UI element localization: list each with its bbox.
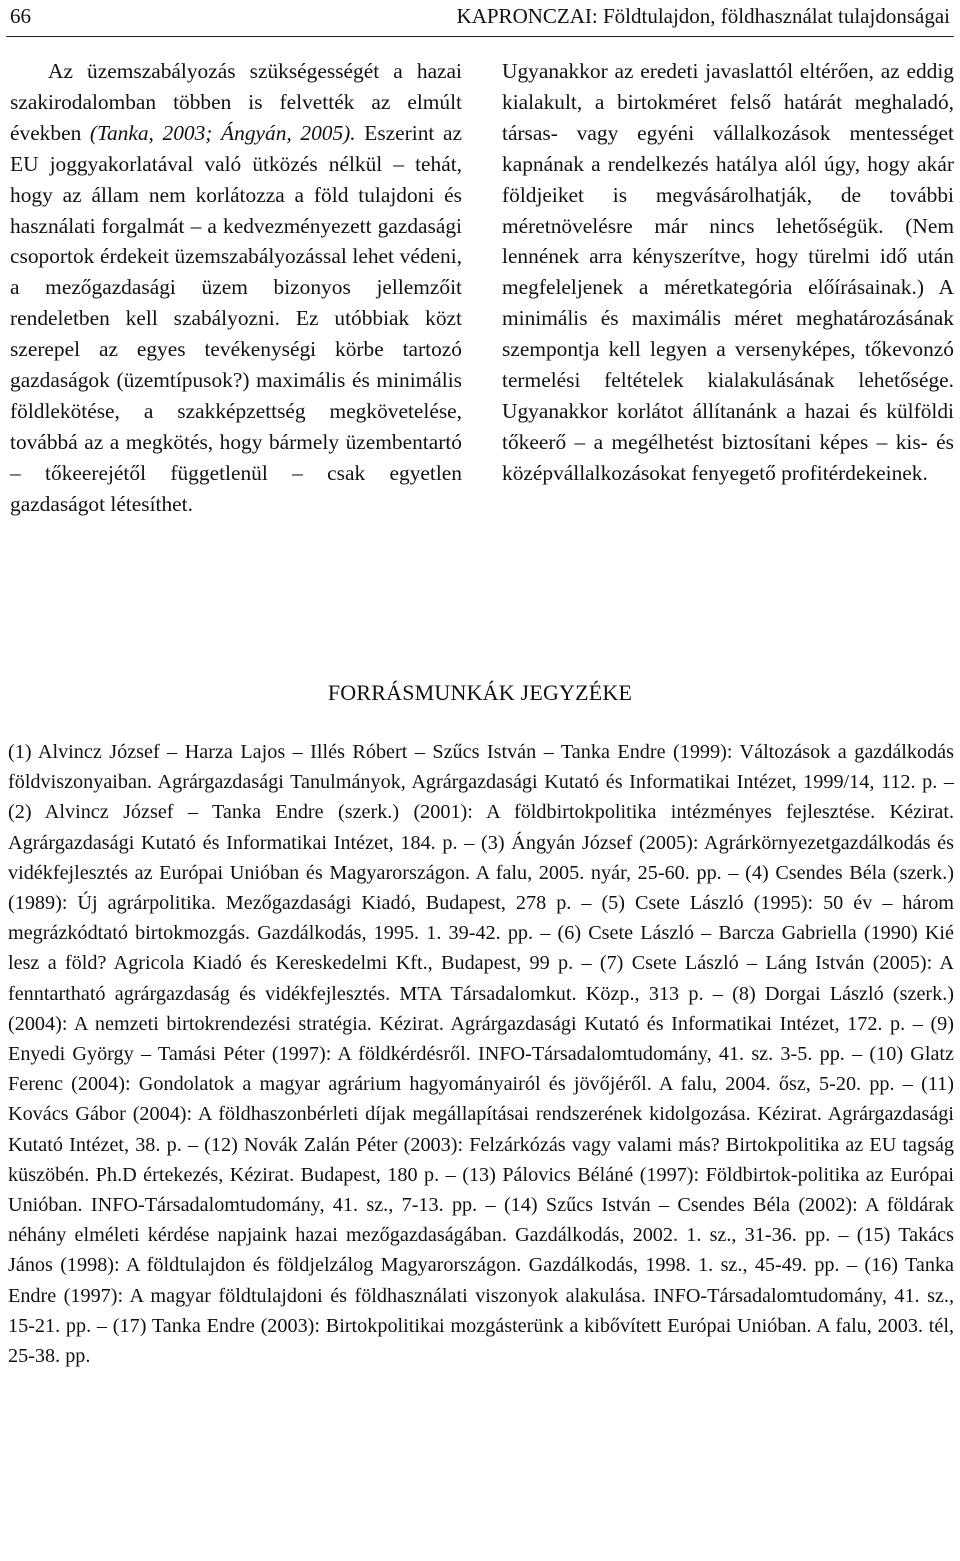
reference-separator: – bbox=[533, 922, 558, 945]
reference-separator: – bbox=[703, 982, 733, 1005]
running-header bbox=[6, 2, 954, 37]
reference-separator: – bbox=[477, 1194, 504, 1217]
left-column-paragraph bbox=[10, 56, 462, 520]
reference-separator: – bbox=[439, 1163, 463, 1186]
reference-item: (12) Novák Zalán Péter (2003): Felzárkózás vagy valami más? Birtokpolitika az EU tagság küszöbén. Ph.D értekezés, Kézirat. Budapest, 180 p. bbox=[8, 1133, 955, 1186]
reference-separator: – bbox=[571, 892, 602, 915]
left-column bbox=[10, 56, 462, 520]
reference-item: (6) Csete László – Barcza Gabriella (1990) Kié lesz a föld? Agricola Kiadó és Kereskedelmi Kft., Budapest, 99 p. bbox=[8, 922, 954, 975]
reference-item: (4) Csendes Béla (szerk.) (1989): Új agrárpolitika. Mezőgazdasági Kiadó, Budapest, 278 p. bbox=[8, 861, 954, 915]
reference-item: (9) Enyedi György – Tamási Péter (1997): A földkérdésről. INFO-Társadalomtudomány, 41. sz. 3-5. pp. bbox=[8, 1012, 954, 1066]
left-column-text-start: Az üzemszabályozás szükségességét a hazai szakirodalomban többen is felvették az elmúlt években bbox=[10, 59, 462, 145]
reference-item: (2) Alvincz József – Tanka Endre (szerk.) (2001): A földbirtokpolitika intézményes fejlesztése. Kézirat. Agrárgazdasági Kutató és Informatikai Intézet, 184. p. bbox=[8, 801, 954, 854]
reference-item: (1) Alvincz József – Harza Lajos – Illés Róbert – Szűcs István – Tanka Endre (1999): Változások a gazdálkodás földviszonyaiban. Agrárgazdasági Tanulmányok, Agrárgazdasági Kutató és Informatikai Intézet, 1999/14, 112. p. bbox=[8, 741, 954, 794]
reference-separator: – bbox=[181, 1133, 205, 1156]
running-title: KAPRONCZAI: Földtulajdon, földhasználat tulajdonságai bbox=[456, 4, 950, 28]
page-number: 66 bbox=[10, 4, 31, 28]
reference-item: (3) Ángyán József (2005): Agrárkörnyezetgazdálkodás és vidékfejlesztés az Európai Unióban és Magyarországon. A falu, 2005. nyár, 25-60. pp. bbox=[8, 831, 954, 884]
left-column-text-rest: Eszerint az EU joggyakorlatával való ütközés nélkül – tehát, hogy az állam nem korlátozza a föld tulajdoni és használati forgalmát – a kedvezményezett gazdasági csoportok érdekeit üzemszabályozással lehet védeni, a mezőgazdasági üzem bizonyos jellemzőit rendeletben kell szabályozni. Ez utóbbiak közt szerepel az egyes tevékenységi körbe tartozó gazdaságok (üzemtípusok?) maximális és minimális földlekötése, a szakképzettség megkövetelése, továbbá az a megkötés, hogy bármely üzembentartó – tőkeerejétől függetlenül – csak egyetlen gazdaságot létesíthet. bbox=[10, 120, 462, 516]
right-column bbox=[502, 56, 954, 489]
reference-separator: – bbox=[894, 1073, 922, 1096]
reference-separator: – bbox=[844, 1043, 870, 1066]
reference-separator: – bbox=[905, 1012, 931, 1035]
reference-separator: – bbox=[839, 1254, 865, 1277]
reference-item: (8) Dorgai László (szerk.) (2004): A nemzeti birtokrendezési stratégia. Kézirat. Agrárgazdasági Kutató és Informatikai Intézet, 172. p. bbox=[8, 982, 954, 1035]
reference-separator: – bbox=[457, 831, 482, 854]
reference-item: (5) Csete László (1995): 50 év – három megrázkódtató birtokmozgás. Gazdálkodás, 1995. 1. 39-42. pp. bbox=[8, 892, 954, 945]
reference-item: (17) Tanka Endre (2003): Birtokpolitikai mozgásterünk a kibővített Európai Unióban. A falu, 2003. tél, 25-38. pp. bbox=[8, 1314, 954, 1368]
reference-separator: – bbox=[721, 861, 746, 884]
reference-separator: – bbox=[830, 1224, 857, 1247]
references-paragraph bbox=[8, 737, 954, 1371]
document-page bbox=[6, 0, 954, 1561]
reference-item: (15) Takács János (1998): A földtulajdon és földjelzálog Magyarországon. Gazdálkodás, 1998. 1. sz., 45-49. pp. bbox=[8, 1224, 954, 1277]
references-title: FORRÁSMUNKÁK JEGYZÉKE bbox=[327, 680, 633, 705]
reference-item: (14) Szűcs István – Csendes Béla (2002): A földárak néhány elméleti kérdése napjaink hazai mezőgazdaságában. Gazdálkodás, 2002. 1. sz., 31-36. pp. bbox=[8, 1194, 955, 1247]
inline-citation: (Tanka, 2003; Ángyán, 2005). bbox=[89, 120, 356, 145]
reference-item: (11) Kovács Gábor (2004): A földhaszonbérleti díjak megállapításai rendszerének kidolgozása. Kézirat. Agrárgazdasági Kutató Intézet, 38. p. bbox=[8, 1073, 954, 1156]
reference-separator: – bbox=[937, 771, 954, 794]
reference-item: (16) Tanka Endre (1997): A magyar földtulajdoni és földhasználati viszonyok alakulása. INFO-Társadalomtudomány, 41. sz., 15-21. pp. bbox=[8, 1254, 955, 1337]
reference-separator: – bbox=[573, 952, 600, 975]
reference-item: (13) Pálovics Béláné (1997): Földbirtok-politika az Európai Unióban. INFO-Társadalomtudomány, 41. sz., 7-13. pp. bbox=[8, 1163, 955, 1217]
reference-item: (10) Glatz Ferenc (2004): Gondolatok a magyar agrárium hagyományairól és jövőjéről. A falu, 2004. ősz, 5-20. pp. bbox=[8, 1043, 954, 1096]
right-column-paragraph: Ugyanakkor az eredeti javaslattól eltérően, az eddig kialakult, a birtokméret felső határát meghaladó, társas- vagy egyéni vállalkozások mentességet kapnának a rendelkezés hatálya alól úgy, hogy akár földjeiket is megvásárolhatják, de további méretnövelésre már nincs lehetőségük. (Nem lennének arra kényszerítve, hogy türelmi idő után megfeleljenek a méretkategória előírásainak.) A minimális és maximális méret meghatározásának szempontja kell legyen a versenyképes, tőkevonzó termelési feltételek kialakulásának lehetősége. Ugyanakkor korlátot állítanánk a hazai és külföldi tőkeerő – a megélhetést biztosítani képes – kis- és középvállalkozásokat fenyegető profitérdekeinek. bbox=[502, 59, 954, 485]
references-list bbox=[8, 737, 954, 1371]
reference-separator: – bbox=[91, 1314, 113, 1337]
reference-item: (7) Csete László – Láng István (2005): A fenntartható agrárgazdaság és vidékfejlesztés. MTA Társadalomkut. Közp., 313 p. bbox=[8, 952, 954, 1005]
